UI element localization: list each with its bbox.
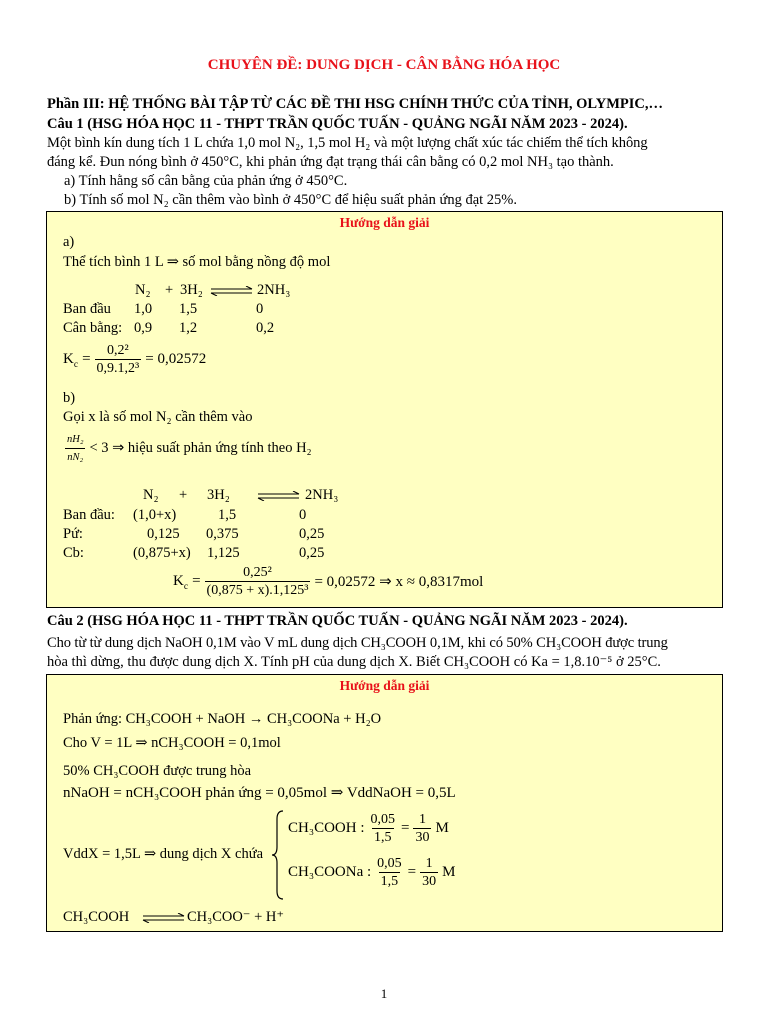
fraction-numerator: 0,2² xyxy=(107,343,129,358)
equilibrium-arrow-icon xyxy=(210,286,254,296)
q1-part-b-label: b) xyxy=(63,390,76,406)
q1-rxn-b-h2: 3H₂ xyxy=(207,487,230,503)
equals: = xyxy=(192,573,201,589)
system-row-1 xyxy=(288,811,449,846)
q1-question-a: a) Tính hằng số cân bằng của phản ứng ở 450°C. xyxy=(64,173,348,189)
q1-heading: Câu 1 (HSG HÓA HỌC 11 - THPT TRẦN QUỐC TUẤN - QUẢNG NGÃI NĂM 2023 - 2024). xyxy=(47,116,628,132)
row-label: Ban đầu: xyxy=(63,507,115,523)
fraction-denominator: 0,9.1,2³ xyxy=(96,361,140,376)
kc-symbol: K xyxy=(173,573,184,589)
q2-reaction-line: Phản ứng: CH₃COOH + NaOH → CH₃COONa + H₂O xyxy=(63,711,382,727)
fraction-denominator: 30 xyxy=(422,874,437,889)
row-cell: 0,9 xyxy=(134,320,153,336)
row-label: Cân bằng: xyxy=(63,320,123,336)
q1-rxn-nh3: 2NH₃ xyxy=(257,282,291,298)
system-row-2 xyxy=(288,855,455,890)
part-heading: Phần III: HỆ THỐNG BÀI TẬP TỪ CÁC ĐỀ THI HSG CHÍNH THỨC CỦA TỈNH, OLYMPIC,… xyxy=(47,96,663,112)
curly-brace-icon xyxy=(271,809,285,901)
q2-dissociation-rhs: CH₃COO⁻ + H⁺ xyxy=(187,909,285,925)
row-label: Cb: xyxy=(63,545,84,561)
q2-dissociation-lhs: CH₃COOH xyxy=(63,909,130,925)
row-cell: 0,25 xyxy=(299,526,325,542)
q1-text-line2: đáng kể. Đun nóng bình ở 450°C, khi phản ứng đạt trạng thái cân bằng có 0,2 mol NH₃ tạo thành. xyxy=(47,154,614,170)
row-label: Ban đầu xyxy=(63,301,111,317)
q2-text-line1: Cho từ từ dung dịch NaOH 0,1M vào V mL dung dịch CH₃COOH 0,1M, khi có 50% CH₃COOH được trung xyxy=(47,635,668,651)
ratio-denominator: nN₂ xyxy=(65,448,85,466)
ratio-text: < 3 ⇒ hiệu suất phản ứng tính theo H₂ xyxy=(89,440,312,456)
row-cell: 0,2 xyxy=(256,320,275,336)
equilibrium-arrow-icon xyxy=(257,491,301,501)
q2-neutralize-line: 50% CH₃COOH được trung hòa xyxy=(63,763,252,779)
kc-formula-2 xyxy=(173,564,483,599)
row-label: Pứ: xyxy=(63,526,83,542)
row-cell: 0 xyxy=(299,507,307,523)
species-label: CH₃COOH : xyxy=(288,820,365,836)
fraction-numerator: 0,05 xyxy=(370,812,395,827)
row-cell: 1,0 xyxy=(134,301,153,317)
q1-rxn-b-plus: + xyxy=(179,487,188,503)
q1-rxn-b-n2: N₂ xyxy=(143,487,159,503)
kc-result: = 0,02572 xyxy=(145,351,207,367)
q2-solution-box xyxy=(46,674,723,932)
kc-subscript: c xyxy=(183,582,189,592)
kc-symbol: K xyxy=(63,351,74,367)
q1-part-a-label: a) xyxy=(63,234,75,250)
fraction-denominator: 30 xyxy=(415,830,430,845)
q2-naoh-line: nNaOH = nCH₃COOH phản ứng = 0,05mol ⇒ VddNaOH = 0,5L xyxy=(63,785,456,801)
fraction-denominator: 1,5 xyxy=(380,874,399,889)
row-cell: 0,375 xyxy=(206,526,239,542)
q1-question-b: b) Tính số mol N₂ cần thêm vào bình ở 450°C để hiệu suất phản ứng đạt 25%. xyxy=(64,192,517,208)
kc-formula-1 xyxy=(63,342,206,377)
row-cell: 1,125 xyxy=(207,545,240,561)
row-cell: 0 xyxy=(256,301,264,317)
q2-volume-line: Cho V = 1L ⇒ nCH₃COOH = 0,1mol xyxy=(63,735,281,751)
unit: M xyxy=(442,864,456,880)
equilibrium-arrow-icon xyxy=(142,913,186,923)
row-cell: 1,5 xyxy=(218,507,237,523)
species-label: CH₃COONa : xyxy=(288,864,372,880)
q2-text-line2: hòa thì dừng, thu được dung dịch X. Tính pH của dung dịch X. Biết CH₃COOH có Ka = 1,8.10⁻⁵ ở 25°C. xyxy=(47,654,661,670)
kc-subscript: c xyxy=(73,360,79,370)
equals: = xyxy=(401,820,410,836)
fraction-numerator: 0,05 xyxy=(377,856,402,871)
fraction-denominator: (0,875 + x).1,125³ xyxy=(206,583,309,598)
fraction-numerator: 1 xyxy=(418,812,426,827)
ratio-numerator: nH₂ xyxy=(67,434,84,445)
row-cell: (0,875+x) xyxy=(133,545,191,561)
q1-part-a-line: Thể tích bình 1 L ⇒ số mol bằng nồng độ mol xyxy=(63,254,331,270)
fraction-numerator: 1 xyxy=(425,856,433,871)
page-title: CHUYÊN ĐỀ: DUNG DỊCH - CÂN BẰNG HÓA HỌC xyxy=(207,57,561,73)
equals: = xyxy=(407,864,417,880)
q1-rxn-h2: 3H₂ xyxy=(180,282,203,298)
row-cell: 1,2 xyxy=(179,320,198,336)
row-cell: 0,125 xyxy=(147,526,180,542)
q1-rxn-n2: N₂ xyxy=(135,282,151,298)
fraction-denominator: 1,5 xyxy=(374,830,392,845)
ratio-line xyxy=(65,431,312,466)
row-cell: (1,0+x) xyxy=(133,507,177,523)
q2-guide-title: Hướng dẫn giải xyxy=(339,678,430,693)
q2-heading: Câu 2 (HSG HÓA HỌC 11 - THPT TRẦN QUỐC TUẤN - QUẢNG NGÃI NĂM 2023 - 2024). xyxy=(47,613,628,629)
q2-solution-x-line: VddX = 1,5L ⇒ dung dịch X chứa xyxy=(63,846,264,862)
unit: M xyxy=(435,820,449,836)
equals: = xyxy=(82,351,91,367)
page-number: 1 xyxy=(380,986,388,1001)
row-cell: 1,5 xyxy=(179,301,198,317)
q1-solution-box xyxy=(46,211,723,608)
q1-guide-title: Hướng dẫn giải xyxy=(339,215,430,230)
q1-rxn-b-nh3: 2NH₃ xyxy=(305,487,339,503)
q1-part-b-line: Gọi x là số mol N₂ cần thêm vào xyxy=(63,409,253,425)
kc-result: = 0,02572 ⇒ x ≈ 0,8317mol xyxy=(314,574,484,590)
q1-rxn-plus: + xyxy=(165,282,174,298)
row-cell: 0,25 xyxy=(299,545,325,561)
q1-text-line1: Một bình kín dung tích 1 L chứa 1,0 mol N₂, 1,5 mol H₂ và một lượng chất xúc tác chiếm thể tích không xyxy=(47,135,648,151)
fraction-numerator: 0,25² xyxy=(243,565,272,580)
